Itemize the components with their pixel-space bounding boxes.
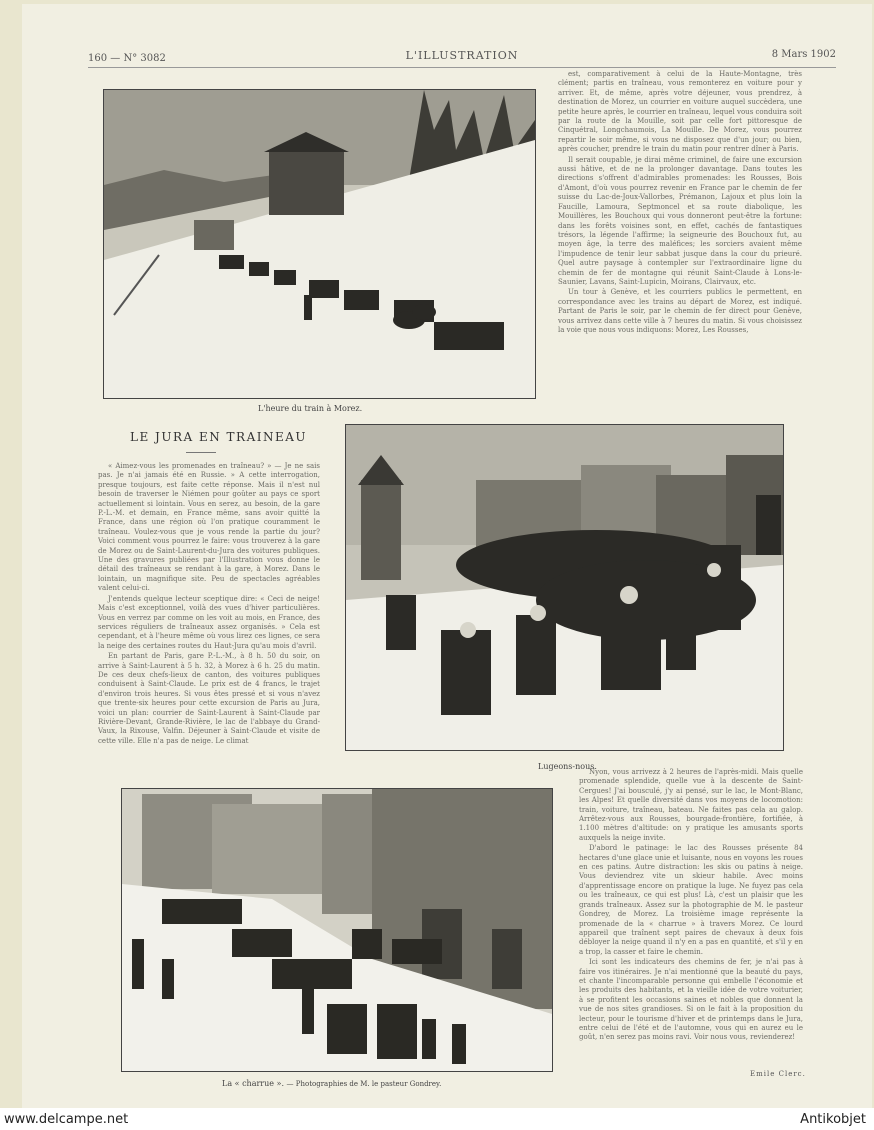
text-column-right-bottom <box>579 768 803 1068</box>
paragraph: D'abord le patinage: le lac des Rousses présente 84 hectares d'une glace unie et luisante, nous en voyons les roues en ces patins. Autre distraction: les skis ou patins à neige. Vous deviendrez vite un skieur habile. Avec moins d'apprentissage encore on pratique la luge. Ne fuyez pas cela ou les traîneaux, ce qui est plus! Là, c'est un plaisir que les grands traîneaux. Assez sur la photographie de M. le pasteur Gondrey, de Morez. La troisième image représente la promenade de la « charrue » à travers Morez. Ce lourd appareil que traînent sept paires de chevaux à deux fois débloyer la neige quand il n'y en a pas en quantité, et s'il y en a trop, la casser et faire le chemin. <box>579 844 803 956</box>
paragraph: En partant de Paris, gare P.-L.-M., à 8 h. 50 du soir, on arrive à Saint-Laurent à 5 h. 32, à Morez à 6 h. 25 du matin. De ces deux chefs-lieux de canton, des voitures publiques conduisent à Saint-Claude. Le prix est de 4 francs, le trajet d'environ trois heures. Si vous êtes pressé et si vous n'avez que trente-six heures pour cette excursion de Paris au Jura, voici un plan: courrier de Saint-Laurent à Saint-Claude par Rivière-Devant, Grande-Rivière, le lac de l'abbaye du Grand-Vaux, la Rixouse, Valfin. Déjeuner à Saint-Claude et visite de cette ville. Elle n'a pas de neige. Le climat <box>98 652 320 745</box>
paragraph: Un tour à Genève, et les courriers publics le permettent, en correspondance avec les trains au départ de Morez, est indiqué. Partant de Paris le soir, par le chemin de fer direct pour Genève, vous arrivez dans cette ville à 7 heures du matin. Si vous choisissez la voie que nous vous indiquons: Morez, Les Rousses, <box>558 288 802 334</box>
paragraph: est, comparativement à celui de la Haute-Montagne, très clément; partis en traîneau, vous remonterez en voiture pour y arriver. Et, de même, après votre déjeuner, vous prendrez, à destination de Morez, un courrier en voiture auquel succèdera, une petite heure après, le courrier en traîneau, lequel vous conduira soit par la route de la Mouille, soit par celle fort pittoresque de Cinquétral, Longchaumois, La Mouille. De Morez, vous pourrez repartir le soir même, si vous ne disposez que d'un jour; ou bien, après coucher, prendre le train du matin pour rentrer dîner à Paris. <box>558 70 802 154</box>
watermark-right: Antikobjet <box>800 1112 866 1127</box>
paragraph: Il serait coupable, je dirai même criminel, de faire une excursion aussi hâtive, et de ne la prolonger davantage. Dans toutes les directions s'offrent d'admirables promenades: les Rousses, Bois d'Amont, d'où vous pourrez revenir en France par le chemin de fer suisse du Lac-de-Joux-Vallorbes, Prémanon, Lajoux et plus loin la Faucille, Lamoura, Septmoncel et sa route diabolique, les Mouillères, les Bouchoux qui vous donneront peut-être la fortune: dans les forêts voisines sont, en effet, cachés de fantastiques trésors, la légende l'affirme; la seigneurie des Bouchoux fut, au moyen âge, la terre des maléfices; les sorciers avaient même l'impudence de tenir leur sabbat jusque dans la cour du prieuré. Quel autre paysage à contempler sur l'extraordinaire ligne du chemin de fer de montagne qui réunit Saint-Claude à Lons-le-Saunier, Lavans, Saint-Lupicin, Moirans, Clairvaux, etc. <box>558 155 802 286</box>
photo-lugeurs <box>345 424 784 751</box>
caption-lugeurs: Lugeons-nous. <box>538 762 597 771</box>
caption-morez-train: L'heure du train à Morez. <box>258 404 363 413</box>
page-header <box>88 47 836 68</box>
text-column-left <box>98 462 320 778</box>
publication-title: L'ILLUSTRATION <box>405 49 519 62</box>
author-signature: Emile Clerc. <box>750 1070 806 1078</box>
caption-charrue <box>222 1079 441 1088</box>
watermark-bar <box>0 1108 874 1130</box>
photo-morez-train <box>103 89 536 399</box>
charrue-image <box>122 789 552 1071</box>
watermark-left: www.delcampe.net <box>4 1112 129 1127</box>
paragraph: « Aimez-vous les promenades en traîneau? » — Je ne sais pas. Je n'ai jamais été en Russie. » A cette interrogation, presque toujours, est faite cette réponse. Mais il n'est nul besoin de traverser le Niémen pour goûter au pays ce sport actuellement si lointain. Vous en serez, au besoin, de la gare P.-L.-M. et demain, en France même, sans avoir quitté la France, dans une région où l'on pratique couramment le traîneau. Voulez-vous que je vous rende la partie du jour? Voici comment vous pourrez le faire: vous trouverez à la gare de Morez ou de Saint-Laurent-du-Jura des voitures publiques. Une des gravures publiées par l'Illustration vous donne le détail des traîneaux se rendant à la gare, à Morez. Dans le lointain, un magnifique site. Peu de spectacles agréables valent celui-ci. <box>98 462 320 593</box>
page-number: 160 — N° 3082 <box>88 53 166 64</box>
text-column-right-top <box>558 70 802 400</box>
paragraph: Ici sont les indicateurs des chemins de fer, je n'ai pas à faire vos itinéraires. Je n'ai mentionné que la beauté du pays, et chante l'incomparable personne qui embelle l'économie et les produits des habitants, et la vieille idée de votre voiturier, à se profitent les occasions saines et nobles que donnent la vue de nos sites grandioses. Si on le fait à la proposition du lecteur, pour le tourisme d'hiver et de printemps dans le Jura, entre celui de l'été et de l'automne, vous qui en aurez eu le goût, n'en serez pas moins ravi. Voir nous vous, revienderez! <box>579 958 803 1042</box>
article-title: LE JURA EN TRAINEAU <box>130 430 308 444</box>
lugeurs-image <box>346 425 783 750</box>
morez-train-image <box>104 90 535 398</box>
issue-date: 8 Mars 1902 <box>771 49 836 60</box>
photo-charrue <box>121 788 553 1072</box>
caption-charrue-title: La « charrue ». <box>222 1079 284 1088</box>
paragraph: Nyon, vous arrivezz à 2 heures de l'après-midi. Mais quelle promenade splendide, quelle vue à la descente de Saint-Cergues! J'ai bousculé, j'y ai pensé, sur le lac, le Mont-Blanc, les Alpes! Et quelle diversité dans vos moyens de locomotion: train, voiture, traîneau, bateau. Ne faites pas cela au galop. Arrêtez-vous aux Rousses, bourgade-frontière, fortifiée, à 1.100 mètres d'altitude: on y pratique les amusants sports auxquels la neige invite. <box>579 768 803 842</box>
title-divider <box>186 452 216 453</box>
paragraph: J'entends quelque lecteur sceptique dire: « Ceci de neige! Mais c'est exceptionnel, voilà des vues d'hiver particulières. Vous en verrez par comme on les voit au mois, en France, des services réguliers de traîneaux assez organisés. » Cela est cependant, et à l'heure même où vous lirez ces lignes, ce sera la neige des certaines routes du Haut-Jura qu'au mois d'avril. <box>98 594 320 650</box>
caption-charrue-credit: — Photographies de M. le pasteur Gondrey. <box>286 1080 442 1088</box>
